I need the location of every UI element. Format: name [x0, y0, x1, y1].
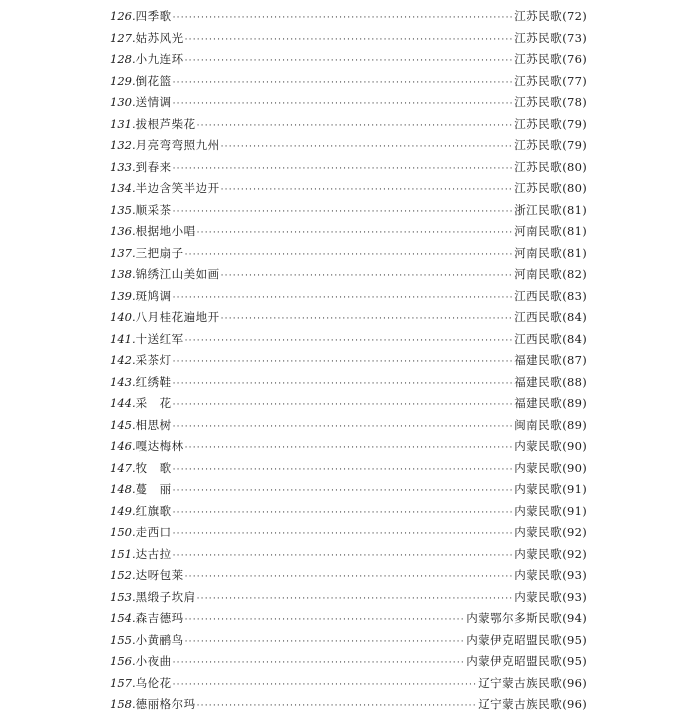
- entry-number: 158.: [110, 697, 136, 711]
- song-title: 牧 歌: [135, 460, 172, 475]
- entry-number: 146.: [110, 439, 136, 453]
- song-title: 德丽格尔玛: [135, 697, 196, 711]
- page-number: (89): [562, 396, 587, 410]
- entry-number: 141.: [110, 331, 136, 346]
- song-title: 斑鸠调: [135, 288, 172, 303]
- song-title: 红旗歌: [135, 503, 172, 518]
- entry-number: 133.: [110, 159, 136, 174]
- dot-leader: [173, 352, 514, 372]
- dot-leader: [173, 159, 514, 179]
- entry-number: 145.: [110, 417, 136, 432]
- toc-entry: [110, 544, 587, 566]
- toc-entry: [110, 565, 587, 587]
- entry-number: 132.: [110, 138, 136, 152]
- page-number: (84): [562, 331, 587, 346]
- dot-leader: [173, 73, 514, 93]
- toc-entry: [110, 350, 587, 372]
- song-origin: 浙江民歌: [514, 202, 563, 217]
- toc-entry: [110, 479, 587, 501]
- page-number: (73): [562, 30, 587, 45]
- song-origin: 江苏民歌: [514, 73, 563, 88]
- toc-entry: [110, 157, 587, 179]
- entry-number: 135.: [110, 202, 136, 217]
- song-origin: 福建民歌: [514, 396, 563, 410]
- dot-leader: [221, 137, 514, 157]
- toc-entry: [110, 608, 587, 630]
- song-origin: 江西民歌: [514, 331, 563, 346]
- song-title: 顺采茶: [135, 202, 172, 217]
- toc-entry: [110, 458, 587, 480]
- page-number: (80): [562, 181, 587, 195]
- song-origin: 江苏民歌: [514, 159, 563, 174]
- song-origin: 江苏民歌: [514, 116, 563, 131]
- song-origin: 内蒙民歌: [514, 525, 563, 539]
- song-origin: 内蒙民歌: [514, 546, 563, 561]
- entry-number: 139.: [110, 288, 136, 303]
- dot-leader: [197, 223, 514, 243]
- song-origin: 内蒙民歌: [514, 568, 563, 582]
- toc-entry: [110, 307, 587, 329]
- entry-number: 128.: [110, 52, 136, 66]
- dot-leader: [173, 8, 514, 28]
- song-title: 嘎达梅林: [135, 439, 184, 453]
- song-title: 姑苏风光: [135, 30, 184, 45]
- song-origin: 江苏民歌: [514, 52, 563, 66]
- entry-number: 136.: [110, 224, 136, 238]
- song-origin: 内蒙伊克昭盟民歌: [466, 654, 563, 668]
- dot-leader: [173, 94, 514, 114]
- song-title: 乌伦花: [135, 675, 172, 690]
- song-title: 四季歌: [135, 9, 172, 23]
- song-title: 半边含笑半边开: [135, 181, 220, 195]
- toc-entry: [110, 92, 587, 114]
- toc-entry: [110, 114, 587, 136]
- dot-leader: [173, 503, 514, 523]
- page-number: (80): [562, 159, 587, 174]
- toc-entry: [110, 329, 587, 351]
- song-origin: 内蒙伊克昭盟民歌: [466, 632, 563, 647]
- page-number: (81): [562, 202, 587, 217]
- page-number: (78): [562, 95, 587, 109]
- song-title: 到春来: [135, 159, 172, 174]
- entry-number: 137.: [110, 245, 136, 260]
- toc-entry: [110, 200, 587, 222]
- entry-number: 153.: [110, 589, 136, 604]
- toc-entry: [110, 630, 587, 652]
- page-number: (88): [562, 374, 587, 389]
- dot-leader: [221, 266, 514, 286]
- entry-number: 131.: [110, 116, 136, 131]
- page-number: (91): [562, 482, 587, 496]
- dot-leader: [173, 546, 514, 566]
- dot-leader: [173, 417, 514, 437]
- page-number: (95): [562, 654, 587, 668]
- song-title: 采 花: [135, 396, 172, 410]
- song-origin: 辽宁蒙古族民歌: [478, 675, 563, 690]
- table-of-contents: [110, 6, 587, 716]
- song-origin: 江西民歌: [514, 288, 563, 303]
- song-origin: 江苏民歌: [514, 181, 563, 195]
- toc-entry: [110, 178, 587, 200]
- song-origin: 河南民歌: [514, 245, 563, 260]
- dot-leader: [185, 30, 514, 50]
- song-title: 三把扇子: [135, 245, 184, 260]
- page-number: (95): [562, 632, 587, 647]
- dot-leader: [197, 696, 478, 716]
- entry-number: 126.: [110, 9, 136, 23]
- song-title: 小九连环: [135, 52, 184, 66]
- song-origin: 江苏民歌: [514, 30, 563, 45]
- toc-entry: [110, 49, 587, 71]
- toc-entry: [110, 651, 587, 673]
- dot-leader: [185, 610, 466, 630]
- dot-leader: [173, 374, 514, 394]
- toc-entry: [110, 501, 587, 523]
- entry-number: 134.: [110, 181, 136, 195]
- song-origin: 内蒙民歌: [514, 482, 563, 496]
- page-number: (76): [562, 52, 587, 66]
- toc-entry: [110, 264, 587, 286]
- toc-entry: [110, 243, 587, 265]
- dot-leader: [185, 51, 514, 71]
- song-origin: 内蒙鄂尔多斯民歌: [466, 611, 563, 625]
- toc-entry: [110, 694, 587, 716]
- dot-leader: [197, 589, 514, 609]
- entry-number: 127.: [110, 30, 136, 45]
- toc-entry: [110, 522, 587, 544]
- song-origin: 内蒙民歌: [514, 439, 563, 453]
- song-title: 小夜曲: [135, 654, 172, 668]
- song-title: 相思树: [135, 417, 172, 432]
- song-title: 小黄鹂鸟: [135, 632, 184, 647]
- song-title: 森吉德玛: [135, 611, 184, 625]
- page-number: (92): [562, 525, 587, 539]
- dot-leader: [173, 288, 514, 308]
- song-title: 采茶灯: [135, 353, 172, 367]
- entry-number: 149.: [110, 503, 136, 518]
- page-number: (77): [562, 73, 587, 88]
- page-number: (96): [562, 675, 587, 690]
- song-title: 十送红军: [135, 331, 184, 346]
- song-origin: 江苏民歌: [514, 95, 563, 109]
- entry-number: 150.: [110, 525, 136, 539]
- entry-number: 156.: [110, 654, 136, 668]
- toc-entry: [110, 221, 587, 243]
- song-origin: 河南民歌: [514, 224, 563, 238]
- song-title: 根据地小唱: [135, 224, 196, 238]
- entry-number: 143.: [110, 374, 136, 389]
- toc-entry: [110, 587, 587, 609]
- page-number: (81): [562, 224, 587, 238]
- page-number: (89): [562, 417, 587, 432]
- dot-leader: [185, 567, 514, 587]
- entry-number: 157.: [110, 675, 136, 690]
- page-number: (79): [562, 138, 587, 152]
- song-title: 达呀包莱: [135, 568, 184, 582]
- song-title: 蔓 丽: [135, 482, 172, 496]
- dot-leader: [221, 309, 514, 329]
- dot-leader: [197, 116, 514, 136]
- song-title: 锦绣江山美如画: [135, 267, 220, 281]
- dot-leader: [173, 202, 514, 222]
- dot-leader: [185, 245, 514, 265]
- toc-entry: [110, 286, 587, 308]
- page-number: (96): [562, 697, 587, 711]
- dot-leader: [173, 524, 514, 544]
- song-title: 拔根芦柴花: [135, 116, 196, 131]
- song-title: 月亮弯弯照九州: [135, 138, 220, 152]
- page-number: (72): [562, 9, 587, 23]
- toc-entry: [110, 436, 587, 458]
- song-title: 倒花篮: [135, 73, 172, 88]
- song-origin: 闽南民歌: [514, 417, 563, 432]
- song-origin: 内蒙民歌: [514, 503, 563, 518]
- song-origin: 辽宁蒙古族民歌: [478, 697, 563, 711]
- song-title: 走西口: [135, 525, 172, 539]
- song-origin: 福建民歌: [514, 353, 563, 367]
- song-title: 送情调: [135, 95, 172, 109]
- entry-number: 155.: [110, 632, 136, 647]
- page-number: (93): [562, 568, 587, 582]
- entry-number: 129.: [110, 73, 136, 88]
- entry-number: 138.: [110, 267, 136, 281]
- page-number: (92): [562, 546, 587, 561]
- entry-number: 152.: [110, 568, 136, 582]
- page-number: (83): [562, 288, 587, 303]
- song-origin: 江苏民歌: [514, 138, 563, 152]
- dot-leader: [173, 460, 514, 480]
- entry-number: 144.: [110, 396, 136, 410]
- song-origin: 江西民歌: [514, 310, 563, 324]
- entry-number: 148.: [110, 482, 136, 496]
- toc-entry: [110, 393, 587, 415]
- entry-number: 140.: [110, 310, 136, 324]
- page-number: (87): [562, 353, 587, 367]
- dot-leader: [173, 395, 514, 415]
- entry-number: 142.: [110, 353, 136, 367]
- entry-number: 130.: [110, 95, 136, 109]
- song-title: 红绣鞋: [135, 374, 172, 389]
- page-number: (82): [562, 267, 587, 281]
- page-number: (90): [562, 439, 587, 453]
- dot-leader: [185, 438, 514, 458]
- toc-entry: [110, 28, 587, 50]
- song-origin: 河南民歌: [514, 267, 563, 281]
- page-number: (84): [562, 310, 587, 324]
- dot-leader: [185, 632, 466, 652]
- song-origin: 内蒙民歌: [514, 460, 563, 475]
- page-number: (90): [562, 460, 587, 475]
- dot-leader: [173, 675, 478, 695]
- toc-entry: [110, 372, 587, 394]
- song-title: 八月桂花遍地开: [135, 310, 220, 324]
- entry-number: 147.: [110, 460, 136, 475]
- song-origin: 福建民歌: [514, 374, 563, 389]
- song-title: 达古拉: [135, 546, 172, 561]
- entry-number: 154.: [110, 611, 136, 625]
- song-title: 黑缎子坎肩: [135, 589, 196, 604]
- entry-number: 151.: [110, 546, 136, 561]
- page-number: (91): [562, 503, 587, 518]
- dot-leader: [173, 653, 466, 673]
- song-origin: 江苏民歌: [514, 9, 563, 23]
- toc-entry: [110, 6, 587, 28]
- toc-entry: [110, 71, 587, 93]
- toc-entry: [110, 415, 587, 437]
- page-number: (93): [562, 589, 587, 604]
- dot-leader: [185, 331, 514, 351]
- toc-entry: [110, 135, 587, 157]
- page-number: (79): [562, 116, 587, 131]
- page-number: (94): [562, 611, 587, 625]
- toc-entry: [110, 673, 587, 695]
- dot-leader: [173, 481, 514, 501]
- dot-leader: [221, 180, 514, 200]
- song-origin: 内蒙民歌: [514, 589, 563, 604]
- page-number: (81): [562, 245, 587, 260]
